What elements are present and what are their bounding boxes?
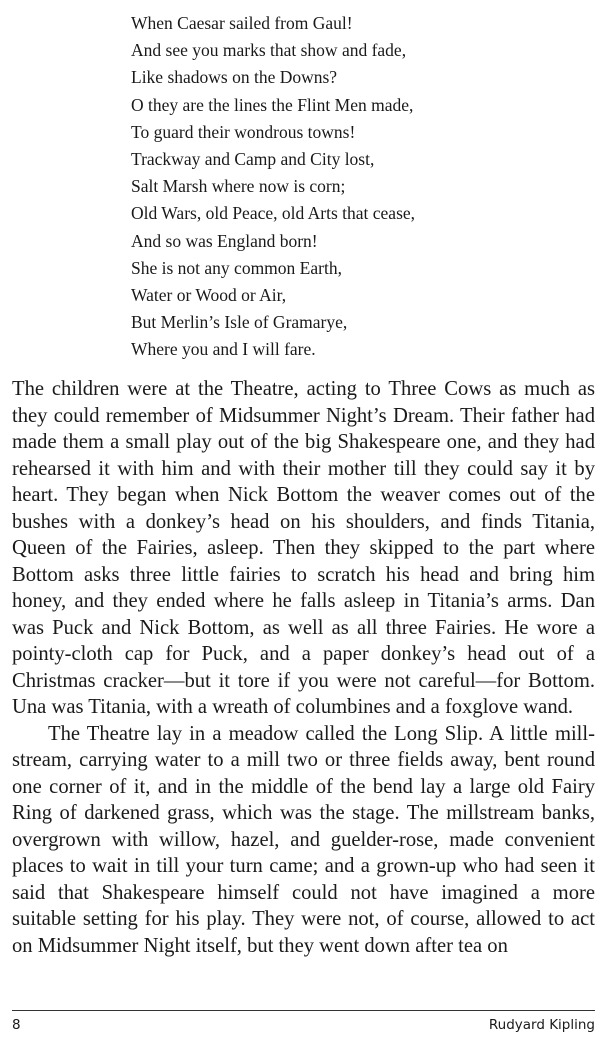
- poem-line: And so was England born!: [131, 230, 318, 251]
- poem-line: She is not any common Earth,: [131, 257, 342, 278]
- poem-line: To guard their wondrous towns!: [131, 121, 356, 142]
- prose-paragraph: The Theatre lay in a meadow called the Long Slip. A little mill-stream, carrying water to a mill two or three fields away, bent round one corner of it, and in the middle of the bend lay a large old Fairy Ring of darkened grass, which was the stage. The millstream banks, overgrown with willow, hazel, and guelder-rose, made convenient places to wait in till your turn came; and a grown-up who had seen it said that Shakespeare himself could not have imagined a more suitable setting for his play. They were not, of course, allowed to act on Midsummer Night itself, but they went down after tea on: [12, 722, 595, 957]
- prose-body: [12, 376, 595, 959]
- poem-line: Trackway and Camp and City lost,: [131, 149, 375, 170]
- poem-stanza: [131, 10, 571, 364]
- poem-line: When Caesar sailed from Gaul!: [131, 13, 353, 33]
- poem-line: Like shadows on the Downs?: [131, 67, 338, 88]
- page-number: 8: [12, 1017, 21, 1033]
- poem-line: Salt Marsh where now is corn;: [131, 176, 346, 197]
- running-head-author: Rudyard Kipling: [488, 1017, 595, 1033]
- poem-line: Water or Wood or Air,: [131, 285, 287, 306]
- poem-line: And see you marks that show and fade,: [131, 40, 407, 61]
- poem-line: But Merlin’s Isle of Gramarye,: [131, 312, 348, 333]
- poem-line: Where you and I will fare.: [131, 339, 316, 360]
- prose-paragraph: The children were at the Theatre, acting to Three Cows as much as they could remember of Midsummer Night’s Dream. Their father had made them a small play out of the big Shakespeare one, and they had rehearsed it with him and with their mother till they could say it by heart. They began when Nick Bottom the weaver comes out of the bushes with a donkey’s head on his shoulders, and finds Titania, Queen of the Fairies, asleep. Then they skipped to the part where Bottom asks three little fairies to scratch his head and bring him honey, and they ended where he falls asleep in Titania’s arms. Dan was Puck and Nick Bottom, as well as all three Fairies. He wore a pointy-cloth cap for Puck, and a paper donkey’s head out of a Christmas cracker—but it tore if you were not careful—for Bottom. Una was Titania, with a wreath of columbines and a foxglove wand.: [12, 378, 595, 718]
- poem-line: Old Wars, old Peace, old Arts that cease,: [131, 203, 416, 224]
- poem-line: O they are the lines the Flint Men made,: [131, 94, 414, 115]
- footer-rule: [12, 1010, 595, 1011]
